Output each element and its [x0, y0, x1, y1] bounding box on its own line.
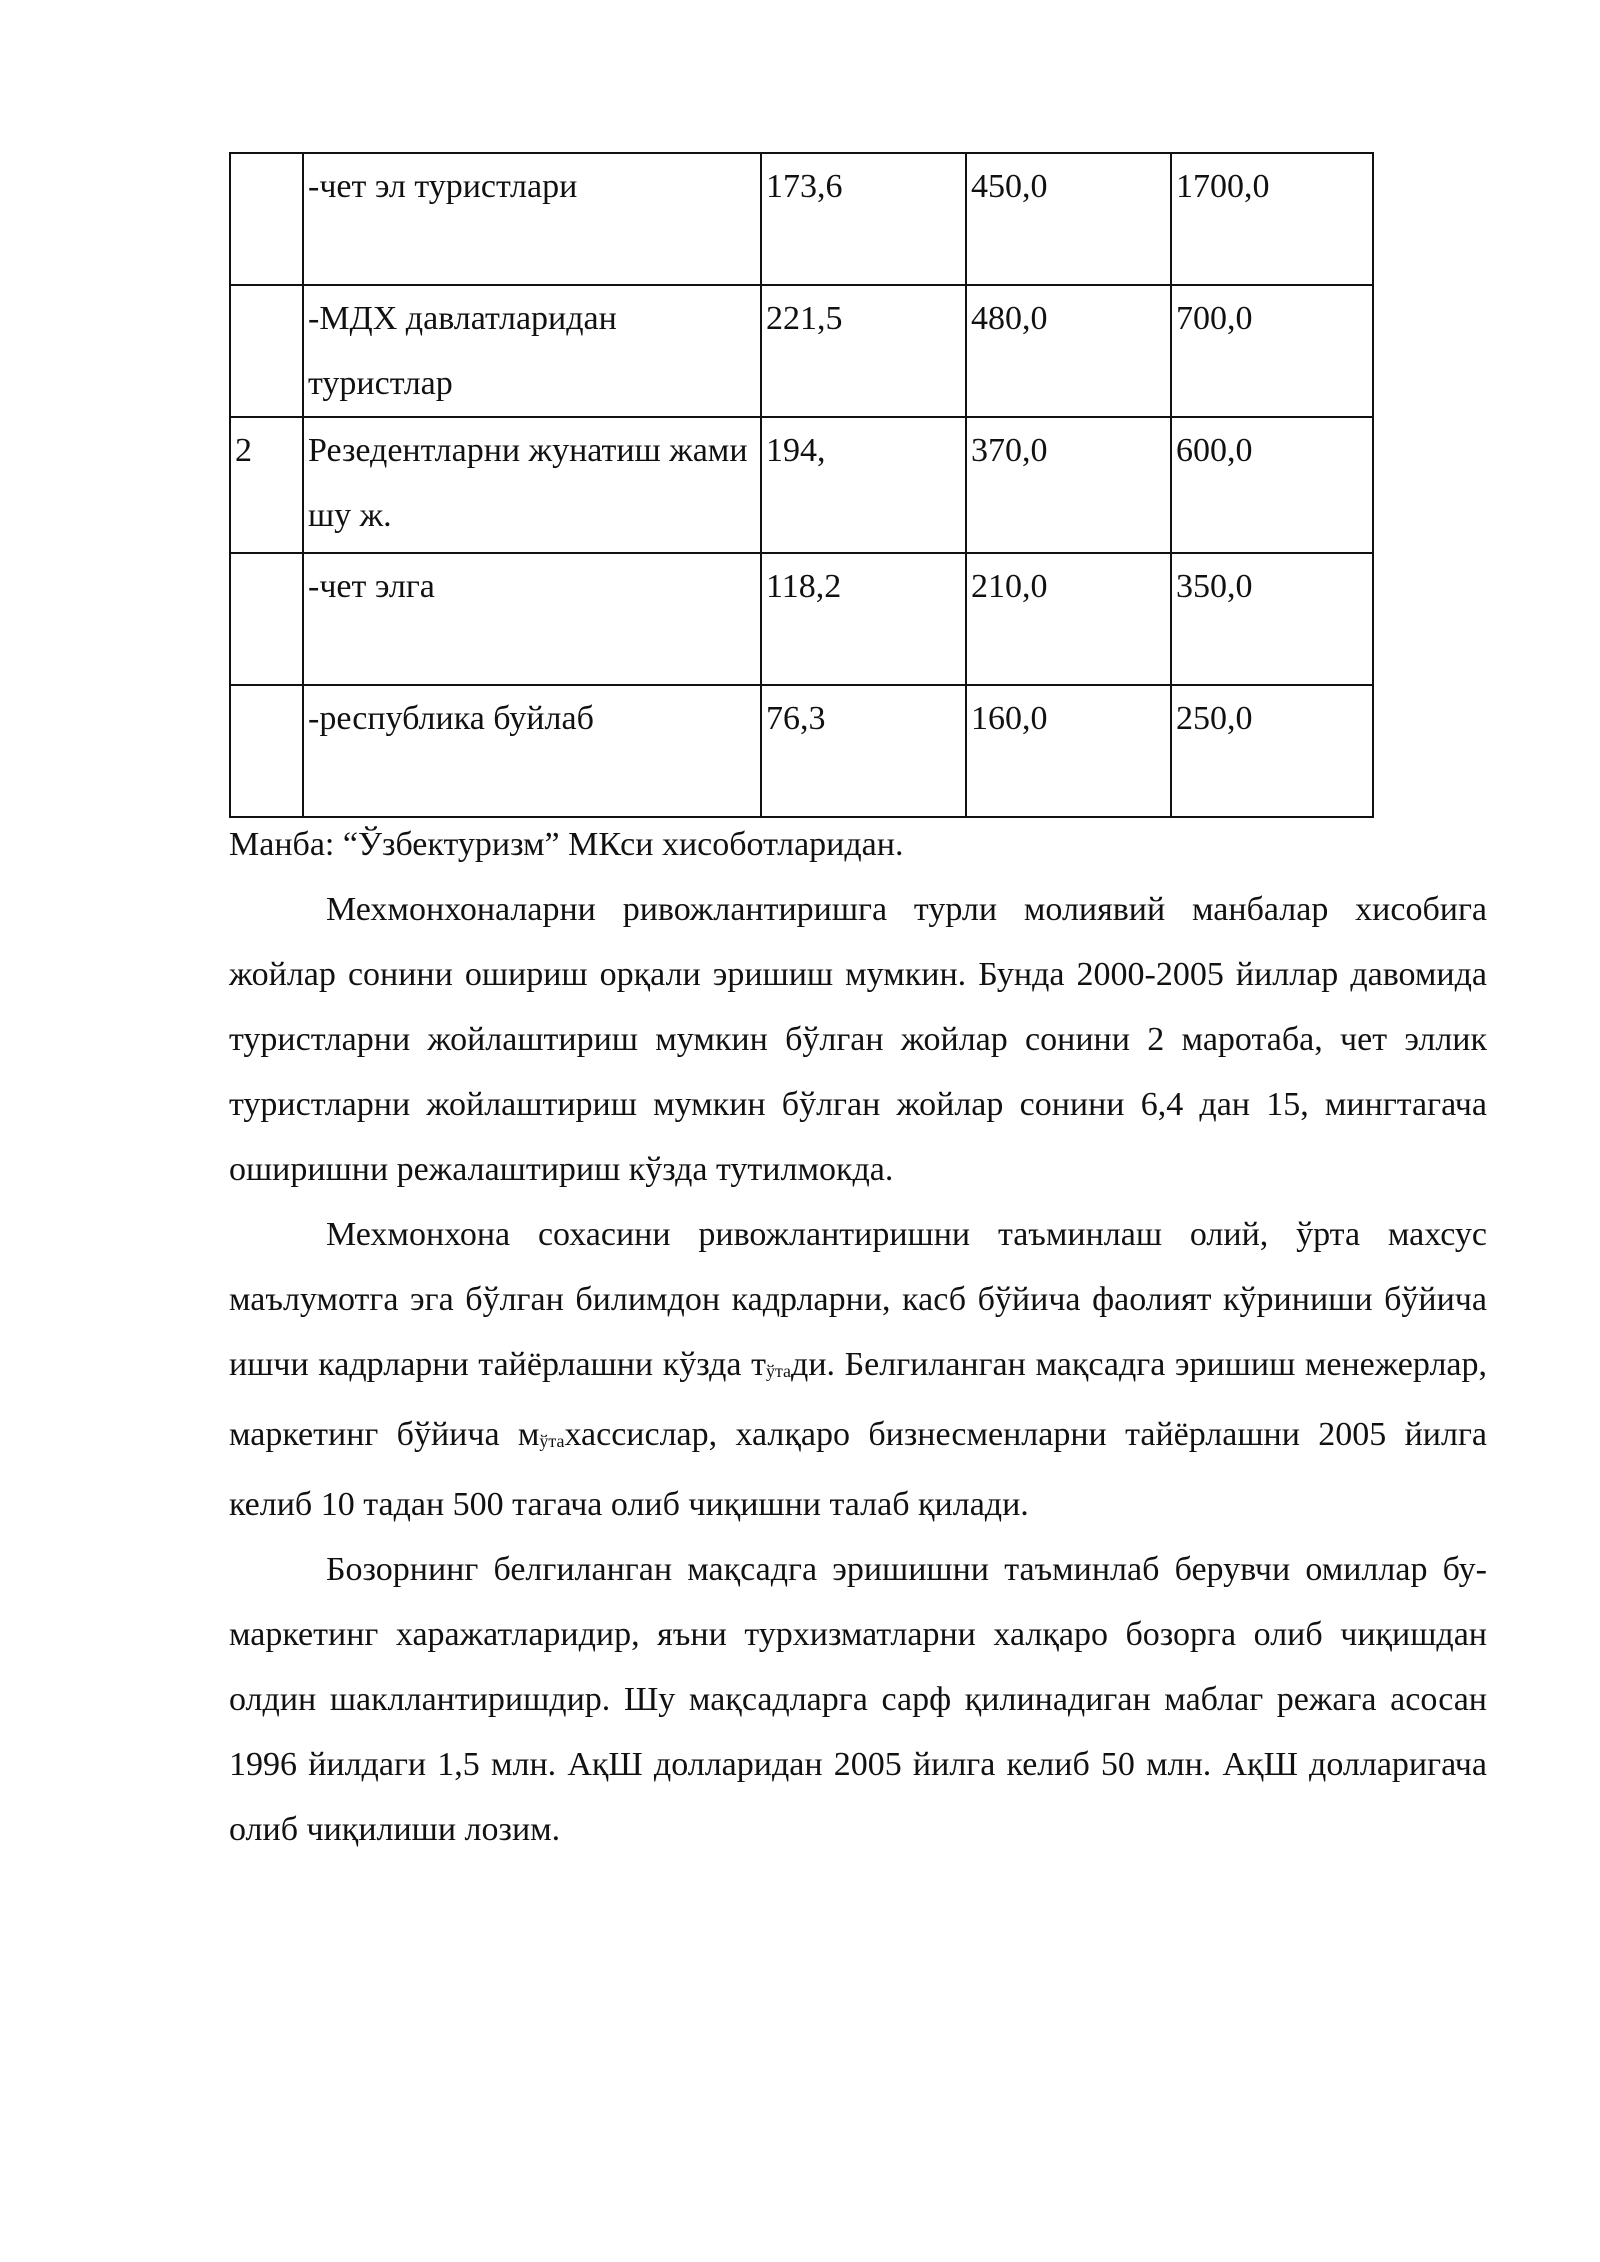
value-cell: 160,0	[966, 685, 1171, 817]
indicator-name-cell: -МДХ давлатларидан туристлар	[303, 285, 761, 417]
table-row	[230, 417, 1373, 553]
value-cell: 450,0	[966, 153, 1171, 285]
table-row	[230, 285, 1373, 417]
table-row	[230, 685, 1373, 817]
indicator-name-cell: Резедентларни жунатиш жами шу ж.	[303, 417, 761, 553]
value-cell: 700,0	[1171, 285, 1373, 417]
indicator-name-cell: -чет эл туристлари	[303, 153, 761, 285]
value-cell: 480,0	[966, 285, 1171, 417]
table-row	[230, 553, 1373, 685]
value-cell: 370,0	[966, 417, 1171, 553]
value-cell: 1700,0	[1171, 153, 1373, 285]
indicator-name-cell: -республика буйлаб	[303, 685, 761, 817]
paragraph-text: Мехмонхона сохасини ривожлантиришни таъминлаш олий, ўрта махсус маълумотга эга бўлган билимдон кадрларни, касб бўйича фаолият кўриниши бўйича ишчи кадрларни тайёрлашни кўзда т	[229, 1216, 1487, 1383]
value-cell: 76,3	[761, 685, 966, 817]
source-note: Манба: “Ўзбектуризм” МКси хисоботларидан.	[229, 826, 904, 863]
paragraph-text: ди. Белгиланган мақсадга эришиш менежерлар, маркетинг бўйича м	[229, 1346, 1487, 1453]
row-number-cell	[230, 285, 303, 417]
value-cell: 210,0	[966, 553, 1171, 685]
row-number-cell	[230, 153, 303, 285]
indicator-name-cell: -чет элга	[303, 553, 761, 685]
value-cell: 118,2	[761, 553, 966, 685]
body-text	[229, 877, 1487, 1862]
value-cell: 350,0	[1171, 553, 1373, 685]
paragraph: Мехмонхоналарни ривожлантиришга турли молиявий манбалар хисобига жойлар сонини ошириш орқали эришиш мумкин. Бунда 2000-2005 йиллар давомида туристларни жойлаштириш мумкин бўлган жойлар сонини 2 маротаба, чет эллик туристларни жойлаштириш мумкин бўлган жойлар сонини 6,4 дан 15, мингтагача оширишни режалаштириш кўзда тутилмокда.	[229, 891, 1487, 1188]
paragraph	[229, 1202, 1487, 1537]
value-cell: 194,	[761, 417, 966, 553]
value-cell: 600,0	[1171, 417, 1373, 553]
value-cell: 221,5	[761, 285, 966, 417]
inline-small-text: ўта	[539, 1431, 565, 1451]
row-number-cell: 2	[230, 417, 303, 553]
table-row	[230, 153, 1373, 285]
statistics-table	[229, 152, 1374, 818]
value-cell: 250,0	[1171, 685, 1373, 817]
value-cell: 173,6	[761, 153, 966, 285]
inline-small-text: ўта	[765, 1361, 792, 1381]
row-number-cell	[230, 553, 303, 685]
row-number-cell	[230, 685, 303, 817]
paragraph: Бозорнинг белгиланган мақсадга эришишни таъминлаб берувчи омиллар бу-маркетинг харажатларидир, яъни турхизматларни халқаро бозорга олиб чиқишдан олдин шакллантиришдир. Шу мақсадларга сарф қилинадиган маблаг режага асосан 1996 йилдаги 1,5 млн. АқШ долларидан 2005 йилга келиб 50 млн. АқШ долларигача олиб чиқилиши лозим.	[229, 1551, 1487, 1848]
paragraph-text: хассислар, халқаро бизнесменларни тайёрлашни 2005 йилга келиб 10 тадан 500 тагача олиб чиқишни талаб қилади.	[229, 1416, 1487, 1523]
